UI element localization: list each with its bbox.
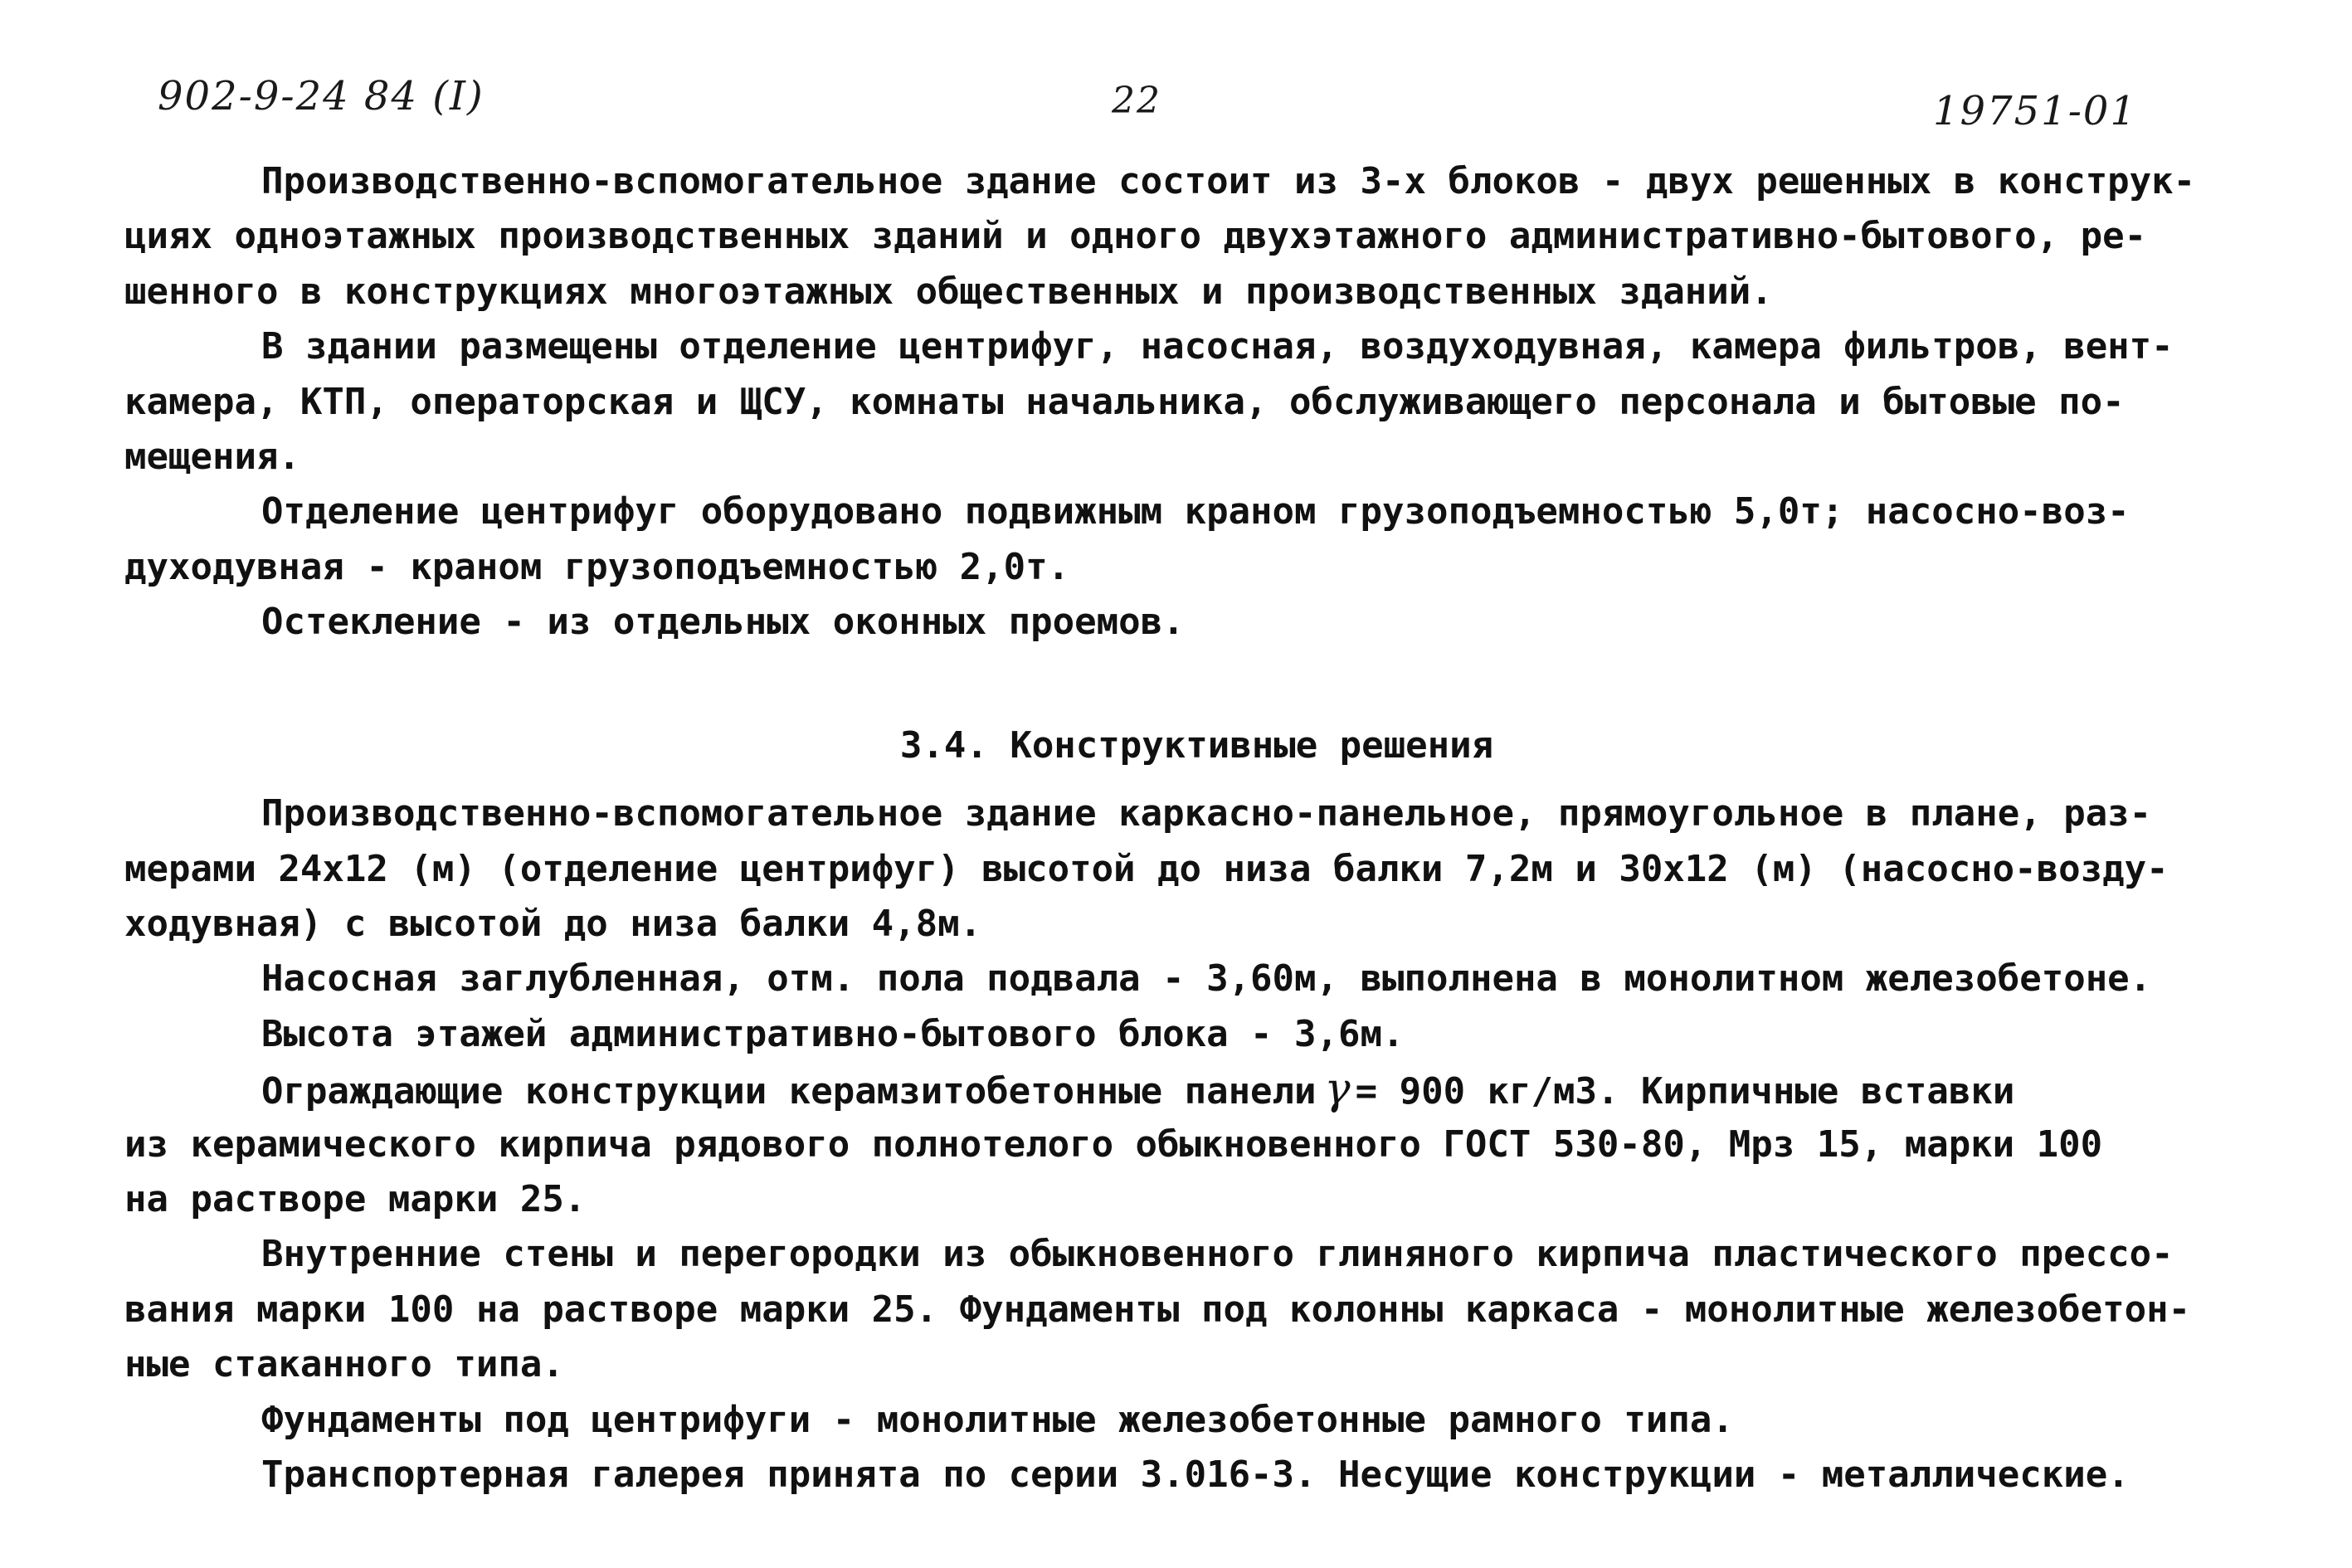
paragraph-line: вания марки 100 на растворе марки 25. Фундаменты под колонны каркаса - монолитные железобетон- <box>124 1288 2191 1331</box>
page-number: 22 <box>1112 80 1161 122</box>
paragraph-line: на растворе марки 25. <box>124 1178 587 1221</box>
paragraph-line: шенного в конструкциях многоэтажных общественных и производственных зданий. <box>124 270 1773 313</box>
paragraph-line-segment: = 900 кг/м3. Кирпичные вставки <box>1355 1070 2015 1113</box>
paragraph-line: ходувная) с высотой до низа балки 4,8м. <box>124 903 982 946</box>
paragraph-line: мерами 24х12 (м) (отделение центрифуг) высотой до низа балки 7,2м и 30х12 (м) (насосно-возду- <box>124 847 2169 890</box>
section-heading: 3.4. Конструктивные решения <box>899 723 1494 767</box>
paragraph-line: Транспортерная галерея принята по серии 3.016-3. Несущие конструкции - металлические. <box>261 1453 2130 1496</box>
paragraph-line: камера, КТП, операторская и ЩСУ, комнаты начальника, обслуживающего персонала и бытовые по- <box>124 380 2125 423</box>
paragraph-line: В здании размещены отделение центрифуг, насосная, воздуходувная, камера фильтров, вент- <box>261 325 2174 368</box>
document-body <box>124 154 2244 1502</box>
inventory-number-handwritten: 19751-01 <box>1933 88 2137 134</box>
paragraph-line: Фундаменты под центрифуги - монолитные железобетонные рамного типа. <box>261 1398 1734 1441</box>
paragraph-line-segment: Ограждающие конструкции керамзитобетонные панели <box>261 1070 1317 1113</box>
document-code-handwritten: 902-9-24 84 (I) <box>158 73 485 119</box>
paragraph-line: Высота этажей административно-бытового блока - 3,6м. <box>261 1012 1405 1055</box>
paragraph-line: циях одноэтажных производственных зданий и одного двухэтажного административно-бытового, ре- <box>124 215 2147 258</box>
paragraph-line <box>124 1062 2244 1117</box>
paragraph-line: Насосная заглубленная, отм. пола подвала - 3,60м, выполнена в монолитном железобетоне. <box>261 957 2152 1001</box>
paragraph-line: Отделение центрифуг оборудовано подвижным краном грузоподъемностью 5,0т; насосно-воз- <box>261 490 2130 533</box>
paragraph-line: Производственно-вспомогательное здание состоит из 3-х блоков - двух решенных в конструк- <box>261 160 2196 202</box>
paragraph-line: духодувная - краном грузоподъемностью 2,0т. <box>124 545 1070 588</box>
paragraph-line: Внутренние стены и перегородки из обыкновенного глиняного кирпича пластического прессо- <box>261 1233 2174 1276</box>
paragraph-line: из керамического кирпича рядового полнотелого обыкновенного ГОСТ 530-80, Мрз 15, марки 100 <box>124 1122 2103 1166</box>
paragraph-line: мещения. <box>124 435 300 478</box>
paragraph-line: Остекление - из отдельных оконных проемов. <box>261 601 1185 644</box>
paragraph-line: ные стаканного типа. <box>124 1343 564 1386</box>
gamma-symbol: γ <box>1324 1064 1351 1115</box>
paragraph-line: Производственно-вспомогательное здание каркасно-панельное, прямоугольное в плане, раз- <box>261 792 2152 835</box>
